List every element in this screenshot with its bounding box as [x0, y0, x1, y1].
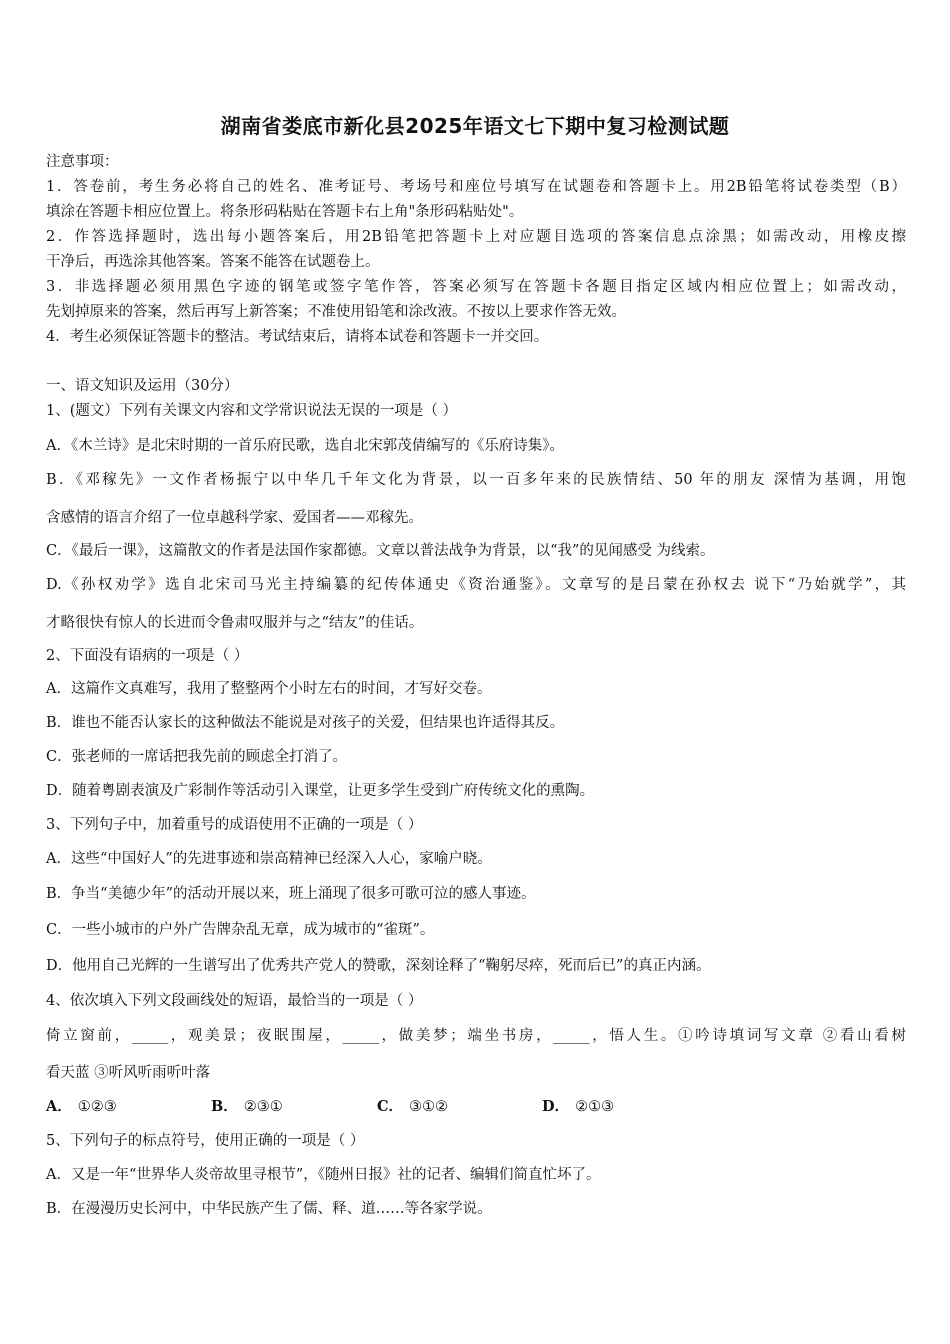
notice-line: 2．作答选择题时，选出每小题答案后，用2B铅笔把答题卡上对应题目选项的答案信息点涂黑；如需改动，用橡皮擦	[46, 229, 906, 245]
option-d-continued: 才略很快有惊人的长进而令鲁肃叹服并与之“结友”的佳话。	[46, 615, 424, 631]
option-letter: C．	[377, 1098, 404, 1115]
question-passage-continued: 看天蓝 ③听风听雨听叶落	[46, 1065, 211, 1081]
option-b	[211, 1097, 283, 1117]
option-a: A．《木兰诗》是北宋时期的一首乐府民歌，选自北宋郭茂倩编写的《乐府诗集》。	[46, 438, 564, 454]
option-c: C．张老师的一席话把我先前的顾虑全打消了。	[46, 749, 348, 765]
question-passage: 倚立窗前，_____，观美景；夜眠围屋，_____，做美梦；端坐书房，_____，悟人生。①吟诗填词写文章 ②看山看树	[46, 1028, 906, 1044]
option-b: B．在漫漫历史长河中，中华民族产生了儒、释、道……等各家学说。	[46, 1201, 492, 1217]
option-d	[542, 1097, 614, 1117]
option-a: A．又是一年“世界华人炎帝故里寻根节”，《随州日报》社的记者、编辑们简直忙坏了。	[46, 1167, 601, 1183]
option-c	[377, 1097, 448, 1117]
option-a	[46, 1097, 117, 1117]
page-title: 湖南省娄底市新化县2025年语文七下期中复习检测试题	[220, 114, 730, 138]
notice-line: 填涂在答题卡相应位置上。将条形码粘贴在答题卡右上角"条形码粘贴处"。	[46, 204, 524, 220]
option-letter: B．	[211, 1098, 238, 1115]
option-b: B．《邓稼先》一文作者杨振宁以中华几千年文化为背景，以一百多年来的民族情结、50 年的朋友 深情为基调，用饱	[46, 472, 906, 488]
option-a: A．这篇作文真难写，我用了整整两个小时左右的时间，才写好交卷。	[46, 681, 492, 697]
option-text: ③①②	[409, 1099, 449, 1115]
option-a: A．这些“中国好人”的先进事迹和崇高精神已经深入人心，家喻户晓。	[46, 851, 492, 867]
option-d: D．他用自己光辉的一生谱写出了优秀共产党人的赞歌，深刻诠释了“鞠躬尽瘁，死而后已”的真正内涵。	[46, 958, 711, 974]
question-stem: 4、依次填入下列文段画线处的短语，最恰当的一项是（ ）	[46, 993, 423, 1009]
option-letter: A．	[46, 1098, 72, 1115]
option-text: ②①③	[575, 1099, 615, 1115]
question-stem: 3、下列句子中，加着重号的成语使用不正确的一项是（ ）	[46, 817, 423, 833]
notice-line: 4．考生必须保证答题卡的整洁。考试结束后，请将本试卷和答题卡一并交回。	[46, 329, 549, 345]
notice-line: 干净后，再选涂其他答案。答案不能答在试题卷上。	[46, 254, 380, 270]
section-heading: 一、语文知识及运用（30分）	[46, 378, 239, 394]
option-c: C．《最后一课》，这篇散文的作者是法国作家都德。文章以普法战争为背景，以“我”的见闻感受 为线索。	[46, 543, 715, 559]
option-text: ②③①	[243, 1099, 283, 1115]
option-text: ①②③	[77, 1099, 117, 1115]
question-stem: 5、下列句子的标点符号，使用正确的一项是（ ）	[46, 1133, 365, 1149]
notice-heading: 注意事项：	[46, 154, 119, 170]
option-c: C．一些小城市的户外广告牌杂乱无章，成为城市的“雀斑”。	[46, 922, 435, 938]
notice-line: 3．非选择题必须用黑色字迹的钢笔或签字笔作答，答案必须写在答题卡各题目指定区域内相应位置上；如需改动，	[46, 279, 906, 295]
question-stem: 2、下面没有语病的一项是（ ）	[46, 648, 249, 664]
option-b: B．争当“美德少年”的活动开展以来，班上涌现了很多可歌可泣的感人事迹。	[46, 886, 536, 902]
option-b: B．谁也不能否认家长的这种做法不能说是对孩子的关爱，但结果也许适得其反。	[46, 715, 565, 731]
option-b-continued: 含感情的语言介绍了一位卓越科学家、爱国者——邓稼先。	[46, 510, 423, 526]
question-stem: 1、(题文）下列有关课文内容和文学常识说法无误的一项是（ ）	[46, 403, 457, 419]
option-letter: D．	[542, 1098, 570, 1115]
option-d: D.《孙权劝学》选自北宋司马光主持编纂的纪传体通史《资治通鉴》。文章写的是吕蒙在孙权去 说下“乃始就学”，其	[46, 577, 906, 593]
notice-line: 1．答卷前，考生务必将自己的姓名、准考证号、考场号和座位号填写在试题卷和答题卡上。用2B铅笔将试卷类型（B）	[46, 179, 906, 195]
notice-line: 先划掉原来的答案，然后再写上新答案；不准使用铅笔和涂改液。不按以上要求作答无效。	[46, 304, 626, 320]
option-d: D．随着粤剧表演及广彩制作等活动引入课堂，让更多学生受到广府传统文化的熏陶。	[46, 783, 595, 799]
